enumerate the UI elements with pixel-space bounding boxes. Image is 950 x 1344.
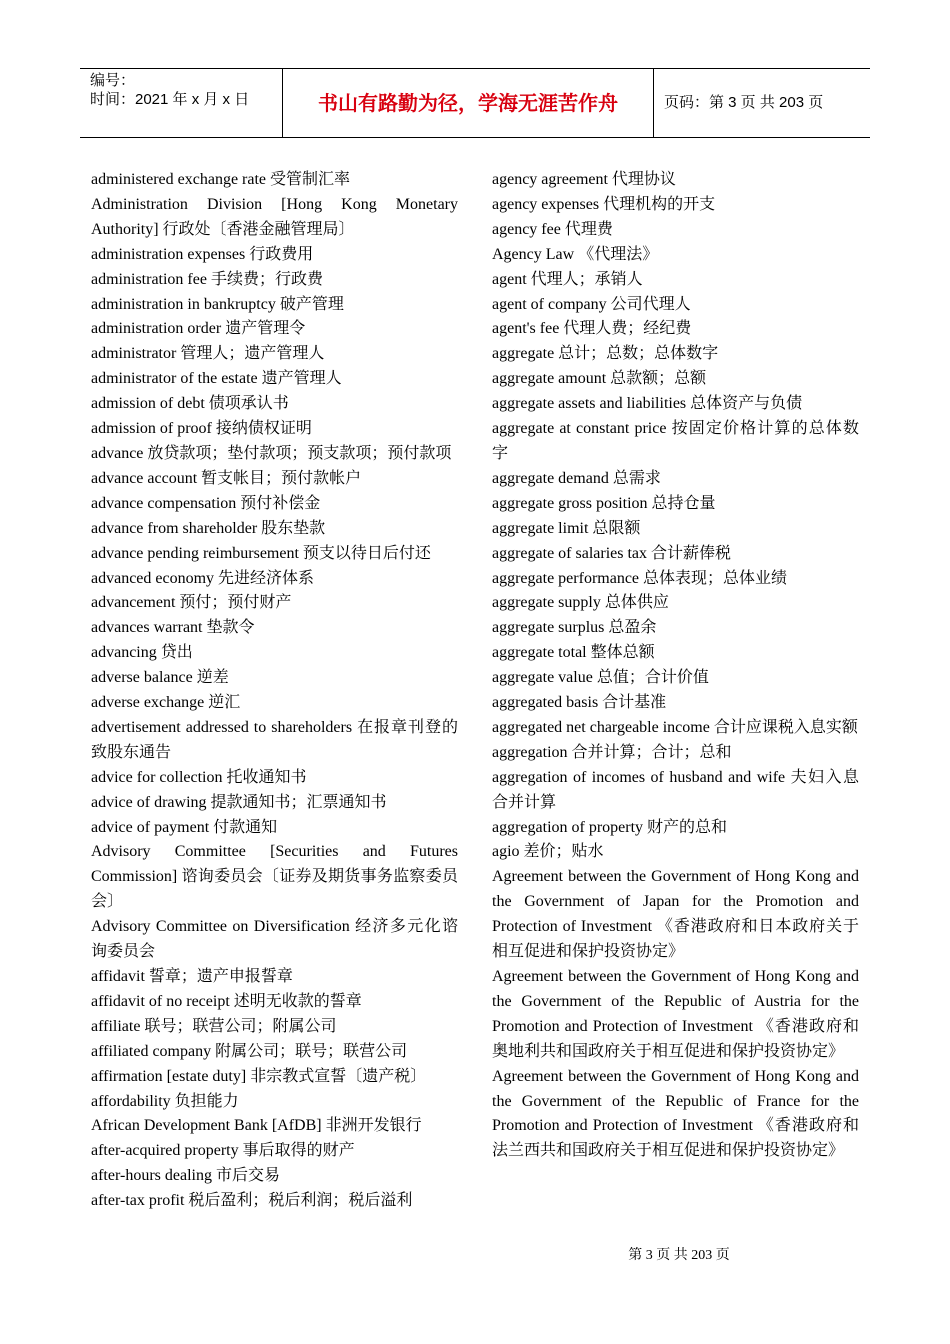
glossary-entry: aggregation of incomes of husband and wife 夫妇入息合并计算 — [492, 768, 859, 811]
glossary-entry: aggregated net chargeable income 合计应课税入息实额 — [492, 718, 858, 736]
glossary-entry: adverse exchange 逆汇 — [91, 694, 241, 712]
glossary-column-left — [91, 168, 458, 1214]
glossary-entry: adverse balance 逆差 — [91, 669, 229, 687]
glossary-entry: aggregate gross position 总持仓量 — [492, 494, 716, 512]
glossary-entry: admission of proof 接纳债权证明 — [91, 420, 312, 438]
glossary-entry: advance 放贷款项；垫付款项；预支款项；预付款项 — [91, 444, 452, 462]
header-meta — [80, 69, 282, 137]
glossary-entry: advance pending reimbursement 预支以待日后付还 — [91, 544, 431, 562]
glossary-entry: Administration Division [Hong Kong Monetary Authority] 行政处〔香港金融管理局〕 — [91, 195, 458, 238]
glossary-entry: advertisement addressed to shareholders 在报章刊登的致股东通告 — [91, 718, 458, 761]
glossary-entry: affirmation [estate duty] 非宗教式宣誓〔遗产税〕 — [91, 1067, 427, 1085]
glossary-entry: aggregate amount 总款额；总额 — [492, 370, 707, 388]
glossary-entry: aggregate performance 总体表现；总体业绩 — [492, 569, 788, 587]
glossary-entry: advice for collection 托收通知书 — [91, 768, 307, 786]
glossary-entry: Advisory Committee [Securities and Futures Commission] 谘询委员会〔证券及期货事务监察委员会〕 — [91, 843, 458, 911]
glossary-entry: aggregate surplus 总盈余 — [492, 619, 657, 637]
glossary-entry: advancing 贷出 — [91, 644, 193, 662]
glossary-entry: administrator of the estate 遗产管理人 — [91, 370, 342, 388]
glossary-entry: aggregate at constant price 按固定价格计算的总体数字 — [492, 420, 859, 462]
header-motto: 书山有路勤为径，学海无涯苦作舟 — [282, 69, 654, 137]
document-number-label: 编号： — [90, 72, 136, 89]
page-footer — [0, 1247, 950, 1265]
glossary-entry: agency fee 代理费 — [492, 220, 613, 238]
document-date: 时间：2021 年 x 月 x 日 — [90, 91, 250, 108]
glossary-entry: administration order 遗产管理令 — [91, 320, 306, 338]
glossary-entry: agent 代理人；承销人 — [492, 270, 643, 288]
footer-page-number: 第 3 页 共 203 页 — [628, 1248, 730, 1263]
glossary-entry: administration fee 手续费；行政费 — [91, 270, 323, 288]
glossary-entry: aggregated basis 合计基准 — [492, 694, 667, 712]
glossary-entry: aggregate assets and liabilities 总体资产与负债 — [492, 395, 803, 413]
glossary-entry: Agreement between the Government of Hong Kong and the Government of the Republic of France for the Promotion and Protection of Investment 《香港政府和法兰西共和国政府关于相互促进和保护投资协定》 — [492, 1067, 859, 1160]
glossary-entry: administered exchange rate 受管制汇率 — [91, 171, 351, 188]
glossary-entry: administrator 管理人；遗产管理人 — [91, 345, 325, 363]
glossary-entry: aggregate demand 总需求 — [492, 469, 661, 487]
glossary-entry: advance from shareholder 股东垫款 — [91, 519, 326, 537]
glossary-entry: agent's fee 代理人费；经纪费 — [492, 320, 692, 338]
glossary-entry: advanced economy 先进经济体系 — [91, 569, 315, 587]
glossary-entry: Agency Law 《代理法》 — [492, 245, 659, 263]
glossary-entry: agency expenses 代理机构的开支 — [492, 195, 716, 213]
glossary-entry: aggregate supply 总体供应 — [492, 594, 669, 612]
glossary-entry: affiliated company 附属公司；联号；联营公司 — [91, 1042, 408, 1060]
glossary-entry: after-tax profit 税后盈利；税后利润；税后溢利 — [91, 1192, 413, 1210]
glossary-entry: aggregate 总计；总数；总体数字 — [492, 345, 719, 363]
glossary-entry: agent of company 公司代理人 — [492, 295, 691, 313]
glossary-entry: after-hours dealing 市后交易 — [91, 1167, 280, 1185]
glossary-entry: administration expenses 行政费用 — [91, 245, 314, 263]
glossary-entry: after-acquired property 事后取得的财产 — [91, 1142, 355, 1160]
glossary-entry: Agreement between the Government of Hong Kong and the Government of the Republic of Austria for the Promotion and Protection of Investment 《香港政府和奥地利共和国政府关于相互促进和保护投资协定》 — [492, 968, 859, 1060]
glossary-entry: affiliate 联号；联营公司；附属公司 — [91, 1017, 337, 1035]
glossary-entry: aggregation 合并计算；合计；总和 — [492, 743, 732, 761]
glossary-entry: advance compensation 预付补偿金 — [91, 494, 321, 512]
glossary-entry: African Development Bank [AfDB] 非洲开发银行 — [91, 1117, 422, 1135]
glossary-entry: Advisory Committee on Diversification 经济多元化谘询委员会 — [91, 918, 458, 961]
glossary-entry: aggregation of property 财产的总和 — [492, 818, 728, 836]
glossary-entry: advance account 暂支帐目；预付款帐户 — [91, 469, 362, 487]
glossary-entry: agio 差价；贴水 — [492, 843, 604, 861]
glossary-entry: agency agreement 代理协议 — [492, 171, 676, 188]
header-page-number: 页码：第 3 页 共 203 页 — [664, 94, 824, 111]
glossary-entry: affidavit 誓章；遗产申报誓章 — [91, 968, 293, 985]
glossary-entry: aggregate of salaries tax 合计薪俸税 — [492, 544, 732, 562]
glossary-entry: Agreement between the Government of Hong Kong and the Government of Japan for the Promotion and Protection of Investment 《香港政府和日本政府关于相互促进和保护投资协定》 — [492, 868, 859, 961]
glossary-entry: affordability 负担能力 — [91, 1092, 239, 1110]
glossary-entry: administration in bankruptcy 破产管理 — [91, 295, 344, 313]
glossary-entry: advancement 预付；预付财产 — [91, 594, 292, 612]
glossary-entry: advice of payment 付款通知 — [91, 818, 278, 836]
glossary-entry: advice of drawing 提款通知书；汇票通知书 — [91, 793, 387, 811]
glossary-entry: affidavit of no receipt 述明无收款的誓章 — [91, 992, 362, 1010]
glossary-entry: aggregate total 整体总额 — [492, 644, 655, 662]
glossary-entry: advances warrant 垫款令 — [91, 619, 255, 637]
glossary-entry: aggregate value 总值；合计价值 — [492, 669, 709, 687]
glossary-entry: admission of debt 债项承认书 — [91, 395, 289, 413]
glossary-entry: aggregate limit 总限额 — [492, 519, 641, 537]
page-header — [80, 68, 870, 138]
glossary-column-right — [492, 168, 859, 1164]
